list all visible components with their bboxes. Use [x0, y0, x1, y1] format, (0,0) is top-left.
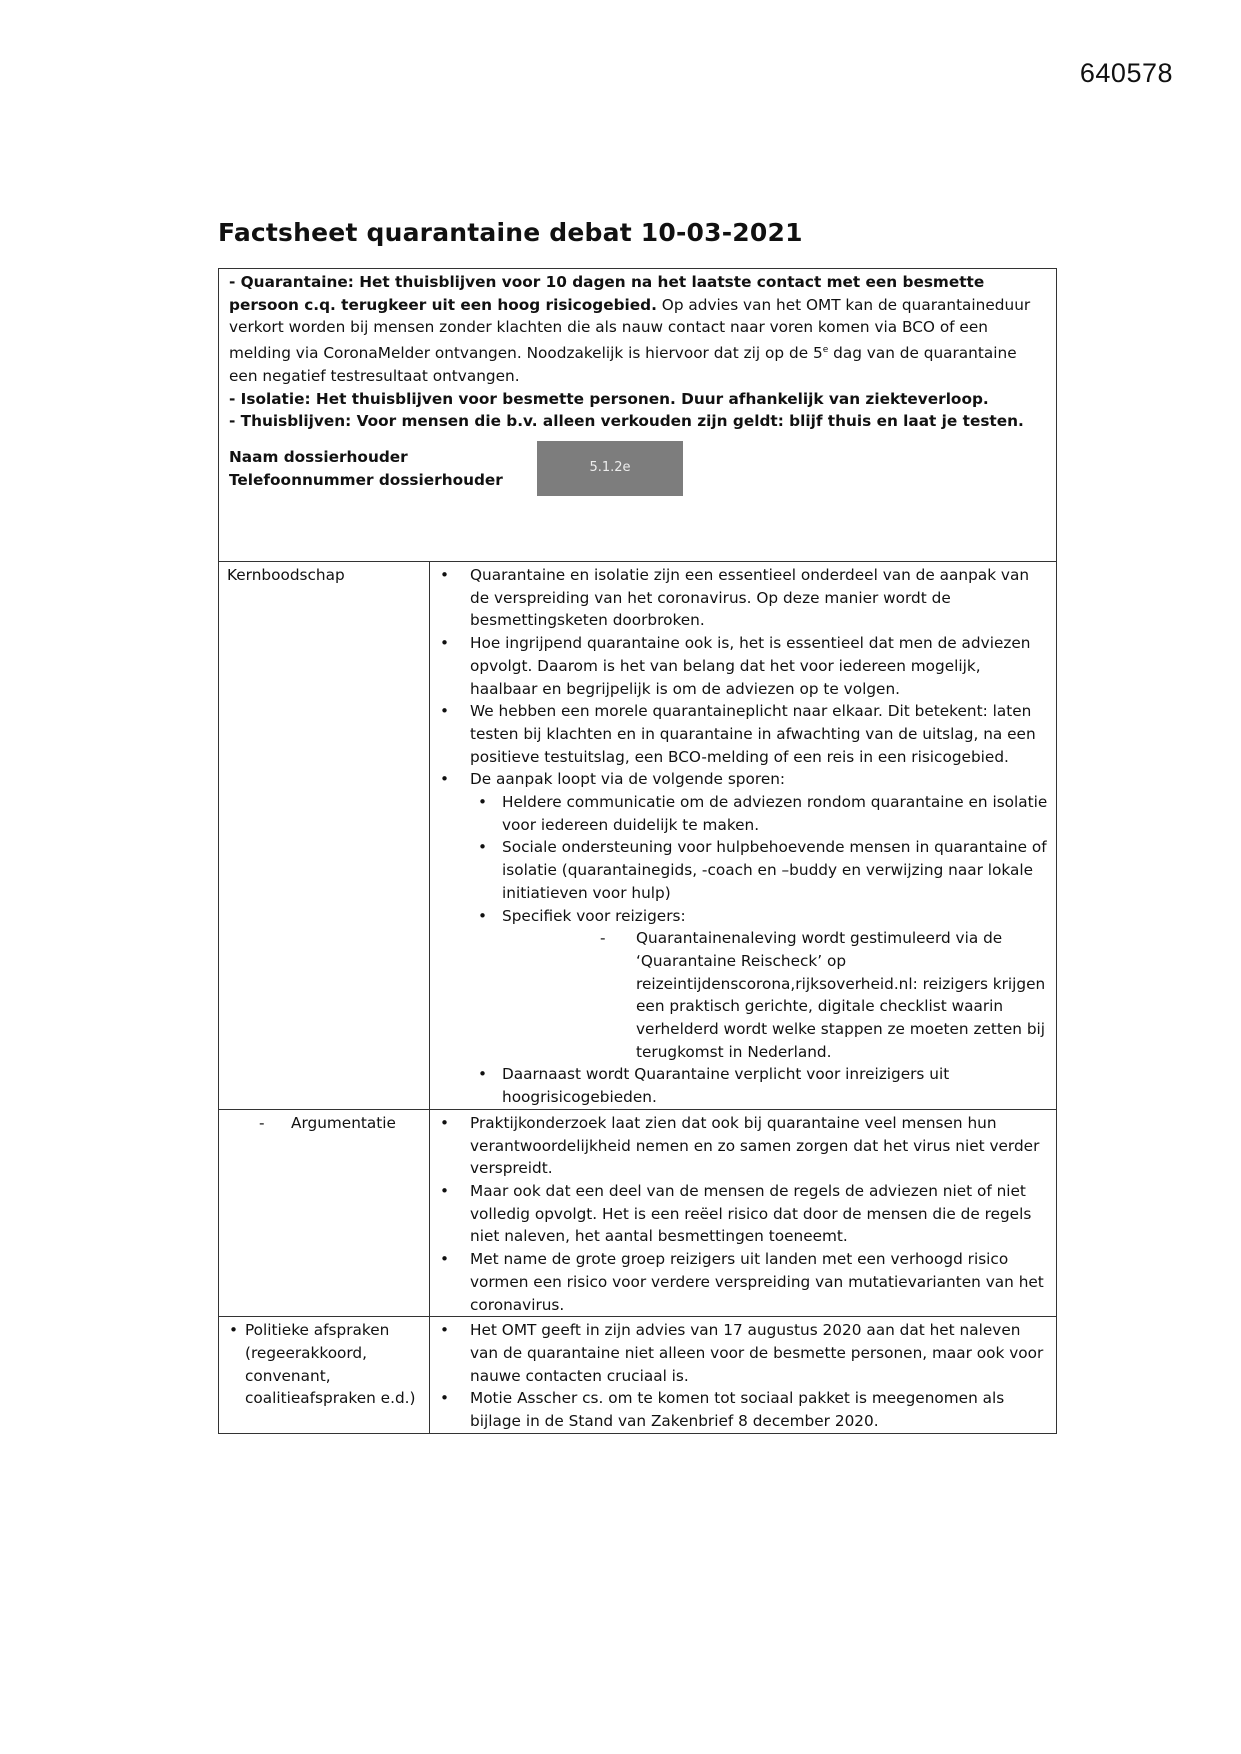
sub-list-item: • Daarnaast wordt Quarantaine verplicht voor inreizigers uit hoogrisicogebieden.	[438, 1063, 1048, 1108]
definition-quarantaine-text: Op advies van het OMT kan de quarantaineduur verkort worden bij mensen zonder klachten die als nauw contact naar voren komen via BCO of een melding via CoronaMelder ontvangen. Noodzakelijk is hiervoor dat zij op de 5	[229, 295, 1031, 363]
dash-list-item: - Quarantainenaleving wordt gestimuleerd via de ‘Quarantaine Reischeck’ op reizeintijdenscorona,rijksoverheid.nl: reizigers krijgen een praktisch gerichte, digitale checklist waarin verhelderd wordt welke stappen ze moeten zetten bij terugkomst in Nederland.	[438, 927, 1048, 1063]
list-item: • Hoe ingrijpend quarantaine ook is, het is essentieel dat men de adviezen opvolgt. Daarom is het van belang dat het voor iedereen mogelijk, haalbaar en begrijpelijk is om de adviezen op te volgen.	[438, 632, 1048, 700]
list-item: • Motie Asscher cs. om te komen tot sociaal pakket is meegenomen als bijlage in de Stand van Zakenbrief 8 december 2020.	[438, 1387, 1048, 1432]
kernboodschap-label: Kernboodschap	[219, 562, 430, 1110]
page-title: Factsheet quarantaine debat 10-03-2021	[218, 218, 803, 247]
list-item: • Het OMT geeft in zijn advies van 17 augustus 2020 aan dat het naleven van de quarantaine niet alleen voor de besmette personen, maar ook voor nauwe contacten cruciaal is.	[438, 1319, 1048, 1387]
politiek-content	[430, 1317, 1057, 1434]
superscript: e	[822, 345, 829, 356]
list-item: • De aanpak loopt via de volgende sporen:	[438, 768, 1048, 791]
politiek-label-cell	[219, 1317, 430, 1434]
list-item: • Praktijkonderzoek laat zien dat ook bij quarantaine veel mensen hun verantwoordelijkheid nemen en zo samen zorgen dat het virus niet verder verspreidt.	[438, 1112, 1048, 1180]
politiek-label: • Politieke afspraken (regeerakkoord, convenant, coalitieafspraken e.d.)	[227, 1319, 421, 1410]
definition-isolatie: - Isolatie: Het thuisblijven voor besmette personen. Duur afhankelijk van ziekteverloop.	[229, 389, 989, 408]
argumentatie-dash: -	[259, 1113, 265, 1132]
row-politiek	[219, 1317, 1057, 1434]
list-item: • Quarantaine en isolatie zijn een essentieel onderdeel van de aanpak van de verspreiding van het coronavirus. Op deze manier wordt de besmettingsketen doorbroken.	[438, 564, 1048, 632]
argumentatie-content	[430, 1109, 1057, 1316]
holder-name-label: Naam dossierhouder	[229, 447, 408, 466]
intro-box	[218, 268, 1057, 562]
list-item: • Met name de grote groep reizigers uit landen met een verhoogd risico vormen een risico voor verdere verspreiding van mutatievarianten van het coronavirus.	[438, 1248, 1048, 1316]
redaction-box: 5.1.2e	[537, 441, 683, 496]
list-item: • Maar ook dat een deel van de mensen de regels de adviezen niet of niet volledig opvolgt. Het is een reëel risico dat door de mensen die de regels niet naleven, het aantal besmettingen toeneemt.	[438, 1180, 1048, 1248]
argumentatie-label-cell	[219, 1109, 430, 1316]
definition-thuisblijven: - Thuisblijven: Voor mensen die b.v. alleen verkouden zijn geldt: blijf thuis en laat je testen.	[229, 412, 1024, 431]
definition-quarantaine-text-2: dag van de quarantaine een negatief testresultaat ontvangen.	[229, 344, 1017, 385]
row-argumentatie	[219, 1109, 1057, 1316]
holder-phone-label: Telefoonnummer dossierhouder	[229, 470, 503, 489]
holder-labels	[229, 446, 541, 492]
row-kernboodschap	[219, 562, 1057, 1110]
sub-list-item: • Sociale ondersteuning voor hulpbehoevende mensen in quarantaine of isolatie (quarantainegids, -coach en –buddy en verwijzing naar lokale initiatieven voor hulp)	[438, 836, 1048, 904]
sub-list-item: • Heldere communicatie om de adviezen rondom quarantaine en isolatie voor iedereen duidelijk te maken.	[438, 791, 1048, 836]
dossier-holder	[229, 441, 1046, 496]
definition-quarantaine-bold: - Quarantaine: Het thuisblijven voor 10 dagen na het laatste contact met een besmette persoon c.q. terugkeer uit een hoog risicogebied.	[229, 273, 985, 314]
kernboodschap-content	[430, 562, 1057, 1110]
document-number: 640578	[1079, 58, 1173, 88]
facts-table	[218, 561, 1057, 1434]
argumentatie-label: Argumentatie	[291, 1113, 396, 1132]
sub-list-item: • Specifiek voor reizigers:	[438, 905, 1048, 928]
definition-quarantaine	[229, 271, 1046, 388]
list-item: • We hebben een morele quarantaineplicht naar elkaar. Dit betekent: laten testen bij klachten en in quarantaine in afwachting van de uitslag, na een positieve testuitslag, een BCO-melding of een reis in een risicogebied.	[438, 700, 1048, 768]
